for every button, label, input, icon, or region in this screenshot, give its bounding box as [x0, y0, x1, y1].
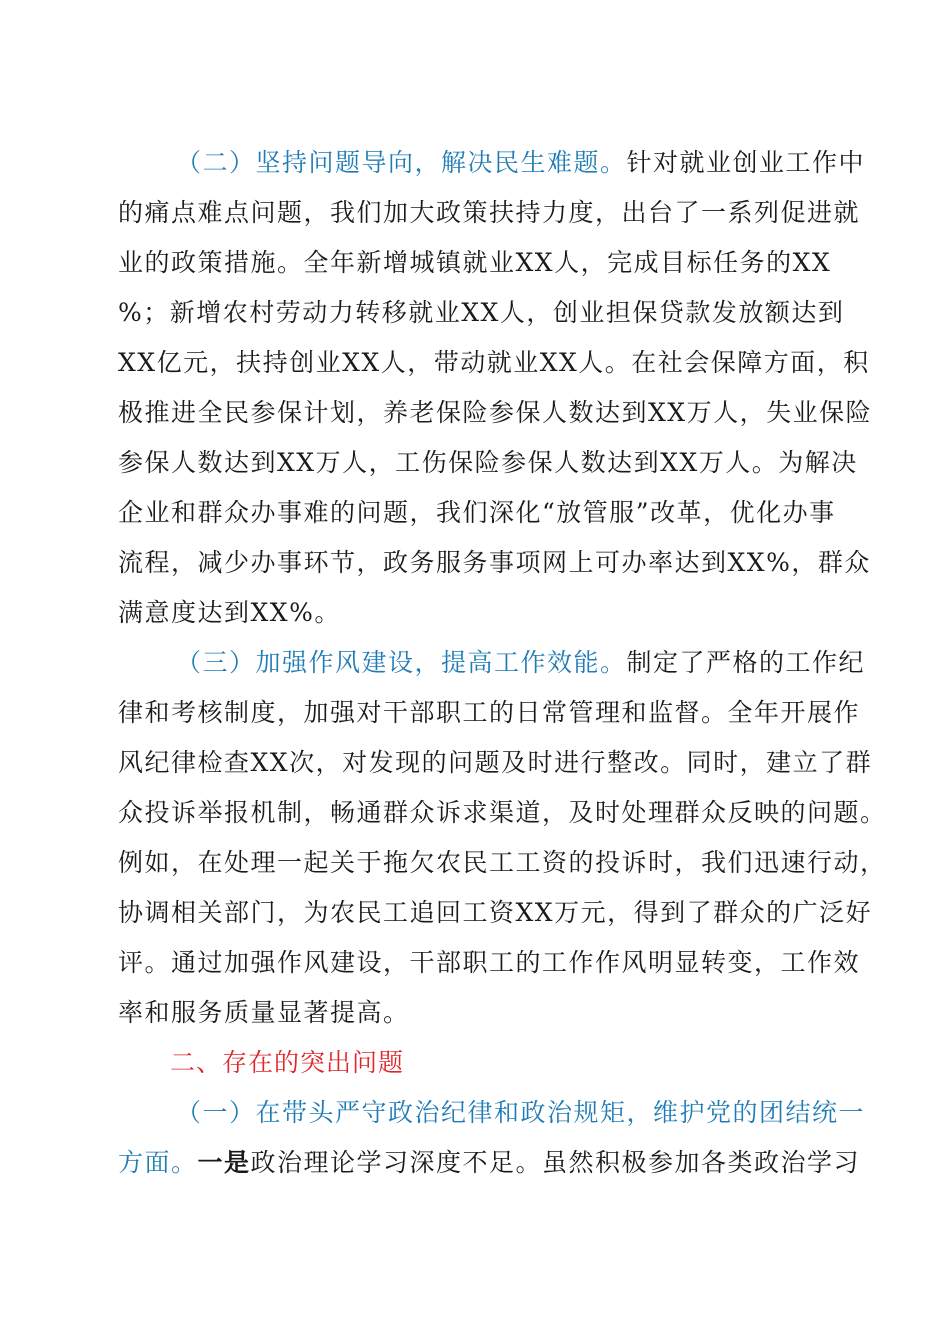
- para2-line-8: 企业和群众办事难的问题，我们深化“放管服”改革，优化办事: [118, 498, 836, 527]
- para3-line-4: 众投诉举报机制，畅通群众诉求渠道，及时处理群众反映的问题。: [118, 798, 887, 827]
- para2-heading: （二）坚持问题导向，解决民生难题。: [176, 148, 627, 177]
- para4-line-2: [118, 1146, 860, 1180]
- para2-line-6: 极推进全民参保计划，养老保险参保人数达到XX万人，失业保险: [118, 398, 873, 427]
- para2-line-5: XX亿元，扶持创业XX人，带动就业XX人。在社会保障方面，积: [118, 348, 870, 377]
- para3-line1-text: 制定了严格的工作纪: [626, 648, 866, 677]
- para2-line1-text: 针对就业创业工作中: [626, 148, 866, 177]
- para3-heading: （三）加强作风建设，提高工作效能。: [176, 648, 627, 677]
- para4-heading-line-2: 方面。: [118, 1148, 198, 1177]
- para3-line-1: [176, 646, 865, 680]
- para2-line-2: 的痛点难点问题，我们加大政策扶持力度，出台了一系列促进就: [118, 198, 861, 227]
- para3-line-2: 律和考核制度，加强对干部职工的日常管理和监督。全年开展作: [118, 698, 861, 727]
- para3-line-7: 评。通过加强作风建设，干部职工的工作作风明显转变，工作效: [118, 948, 861, 977]
- section-title: 二、存在的突出问题: [170, 1048, 405, 1077]
- para4-line2-text: 政治理论学习深度不足。虽然积极参加各类政治学习: [250, 1148, 861, 1177]
- para2-line-7: 参保人数达到XX万人，工伤保险参保人数达到XX万人。为解决: [118, 448, 858, 477]
- para2-line-9: 流程，减少办事环节，政务服务事项网上可办率达到XX%，群众: [118, 548, 871, 577]
- para4-bold-lead: 一是: [197, 1148, 251, 1177]
- para3-line-6: 协调相关部门，为农民工追回工资XX万元，得到了群众的广泛好: [118, 898, 873, 927]
- para4-heading-line-1: （一）在带头严守政治纪律和政治规矩，维护党的团结统一: [176, 1098, 866, 1127]
- para2-line-4: %；新增农村劳动力转移就业XX人，创业担保贷款发放额达到: [118, 298, 845, 327]
- para2-line-10: 满意度达到XX%。: [118, 598, 341, 627]
- para3-line-8: 率和服务质量显著提高。: [118, 998, 410, 1027]
- document-body: [118, 0, 887, 1344]
- para3-line-5: 例如，在处理一起关于拖欠农民工工资的投诉时，我们迅速行动，: [118, 848, 887, 877]
- para2-line-1: [176, 146, 865, 180]
- para2-line-3: 业的政策措施。全年新增城镇就业XX人，完成目标任务的XX: [118, 248, 832, 277]
- para3-line-3: 风纪律检查XX次，对发现的问题及时进行整改。同时，建立了群: [118, 748, 873, 777]
